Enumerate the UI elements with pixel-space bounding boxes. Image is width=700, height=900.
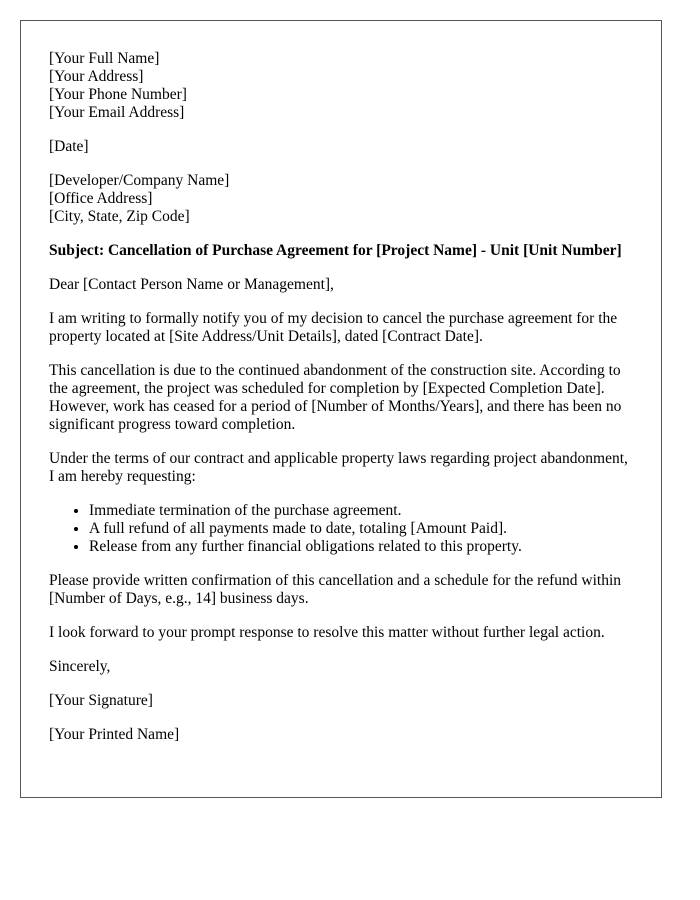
sender-name: [Your Full Name] (49, 50, 160, 67)
list-item: • Release from any further financial obligations related to this property. (89, 538, 633, 556)
printed-name-line: [Your Printed Name] (49, 726, 180, 743)
sender-address: [Your Address] (49, 68, 144, 85)
recipient-city-state-zip: [City, State, Zip Code] (49, 208, 190, 225)
recipient-block (49, 172, 633, 226)
body-paragraph: Under the terms of our contract and applicable property laws regarding project abandonment, I am hereby requesting: (49, 450, 628, 485)
subject-line: Subject: Cancellation of Purchase Agreement for [Project Name] - Unit [Unit Number] (49, 242, 622, 259)
sender-email: [Your Email Address] (49, 104, 185, 121)
body-paragraph: This cancellation is due to the continued abandonment of the construction site. According to the agreement, the project was scheduled for completion by [Expected Completion Date]. However, work has ceased for a period of [Number of Months/Years], and there has been no significant progress toward completion. (49, 362, 622, 433)
sign-off: Sincerely, (49, 658, 111, 675)
recipient-company: [Developer/Company Name] (49, 172, 230, 189)
letter-document (20, 20, 662, 798)
recipient-office-address: [Office Address] (49, 190, 153, 207)
salutation: Dear [Contact Person Name or Management], (49, 276, 334, 293)
closing-paragraph: Please provide written confirmation of this cancellation and a schedule for the refund within [Number of Days, e.g., 14] business days. (49, 572, 622, 607)
sender-block (49, 50, 633, 122)
list-item: • Immediate termination of the purchase agreement. (89, 502, 633, 520)
date-line: [Date] (49, 138, 89, 155)
sender-phone: [Your Phone Number] (49, 86, 187, 103)
signature-line: [Your Signature] (49, 692, 153, 709)
request-list (49, 502, 633, 556)
body-paragraph: I am writing to formally notify you of my decision to cancel the purchase agreement for the property located at [Site Address/Unit Details], dated [Contract Date]. (49, 310, 618, 345)
list-item: • A full refund of all payments made to date, totaling [Amount Paid]. (89, 520, 633, 538)
closing-paragraph: I look forward to your prompt response to resolve this matter without further legal action. (49, 624, 605, 641)
